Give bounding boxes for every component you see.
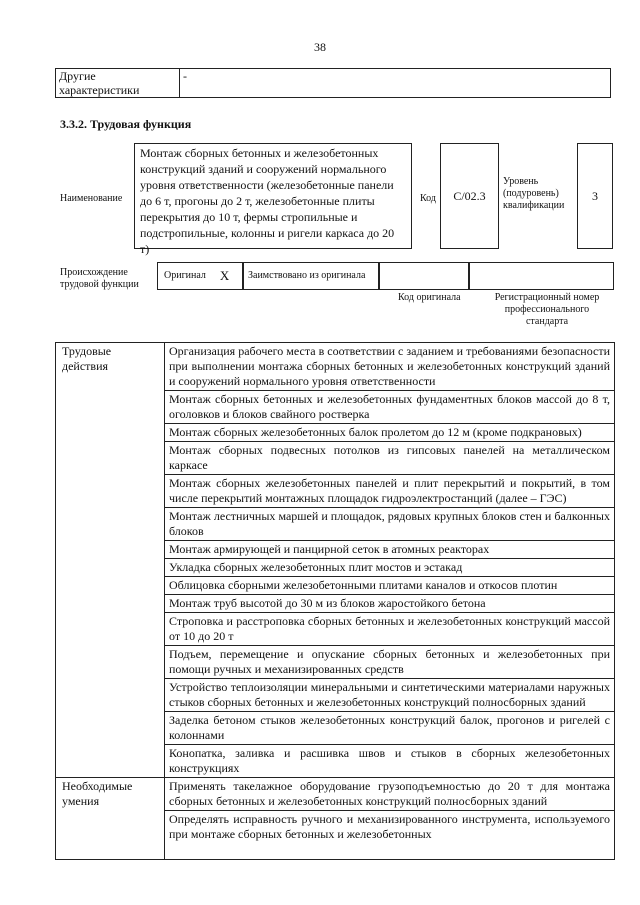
list-item: Монтаж армирующей и панцирной сеток в атомных реакторах [165, 541, 615, 559]
other-characteristics-table [55, 68, 611, 98]
list-item: Строповка и расстроповка сборных бетонных и железобетонных конструкций массой от 10 до 20 т [165, 613, 615, 646]
list-item: Укладка сборных железобетонных плит мостов и эстакад [165, 559, 615, 577]
page-number: 38 [314, 40, 326, 54]
list-item: Подъем, перемещение и опускание сборных бетонных и железобетонных при помощи ручных и механизированных средств [165, 646, 615, 679]
level-value: 3 [577, 143, 613, 249]
list-item: Устройство теплоизоляции минеральными и синтетическими материалами наружных стыков сборных бетонных и железобетонных конструкций полносборных зданий [165, 679, 615, 712]
list-item: Заделка бетоном стыков железобетонных конструкций балок, прогонов и ригелей с колоннами [165, 712, 615, 745]
list-item: Монтаж лестничных маршей и площадок, рядовых крупных блоков стен и балконных блоков [165, 508, 615, 541]
other-characteristics-value: - [180, 69, 611, 98]
origin-original-label: Оригинал [164, 270, 206, 281]
table-row [56, 778, 615, 811]
required-skills-label: Необходимые умения [56, 778, 165, 860]
origin-borrowed-label: Заимствовано из оригинала [243, 262, 379, 290]
function-table [55, 342, 615, 860]
list-item: Монтаж сборных бетонных и железобетонных фундаментных блоков массой до 8 т, оголовков и блоков свайного ростверка [165, 391, 615, 424]
list-item-text: Определять исправность ручного и механизированного инструмента, используемого при монтаже сборных бетонных и железобетонных [169, 812, 610, 841]
list-item: Монтаж труб высотой до 30 м из блоков жаростойкого бетона [165, 595, 615, 613]
origin-original-cell [157, 262, 243, 290]
labor-actions-label: Трудовые действия [56, 343, 165, 778]
code-label: Код [420, 193, 436, 204]
list-item: Конопатка, заливка и расшивка швов и стыков в сборных железобетонных конструкциях [165, 745, 615, 778]
list-item: Монтаж сборных подвесных потолков из гипсовых панелей на металлическом каркасе [165, 442, 615, 475]
origin-code-cell [379, 262, 469, 290]
table-row [56, 343, 615, 391]
list-item: Монтаж сборных железобетонных балок пролетом до 12 м (кроме подкрановых) [165, 424, 615, 442]
origin-label: Происхождение трудовой функции [60, 267, 139, 290]
code-value: C/02.3 [440, 143, 499, 249]
origin-original-mark: X [219, 268, 230, 283]
list-item: Применять такелажное оборудование грузоподъемностью до 20 т для монтажа сборных бетонных и железобетонных конструкций полносборных зданий [165, 778, 615, 811]
list-item: Монтаж сборных железобетонных панелей и плит перекрытий и покрытий, в том числе перекрытий монтажных площадок гидроэлектростанций (далее – ГЭС) [165, 475, 615, 508]
list-item: Облицовка сборными железобетонными плитами каналов и откосов плотин [165, 577, 615, 595]
list-item: Организация рабочего места в соответствии с заданием и требованиями безопасности при выполнении монтажа сборных бетонных и железобетонных конструкций зданий и сооружений нормального уровня ответственности [165, 343, 615, 391]
level-label: Уровень (подуровень) квалификации [503, 176, 565, 211]
other-characteristics-label: Другие характеристики [56, 69, 180, 98]
origin-row [157, 262, 614, 290]
naming-value: Монтаж сборных бетонных и железобетонных конструкций зданий и сооружений нормального уровня ответственности (железобетонные панели до 6 т, прогоны до 2 т, железобетонные плиты перекрытия до 10 т, фермы стропильные и подстропильные, колонны и ригели каркаса до 20 т) [134, 143, 412, 249]
origin-reg-cell [469, 262, 614, 290]
section-heading: 3.3.2. Трудовая функция [60, 117, 192, 131]
code-original-caption: Код оригинала [398, 292, 461, 303]
reg-number-caption: Регистрационный номер профессионального стандарта [494, 292, 600, 327]
list-item [165, 811, 615, 860]
naming-label: Наименование [60, 193, 123, 204]
